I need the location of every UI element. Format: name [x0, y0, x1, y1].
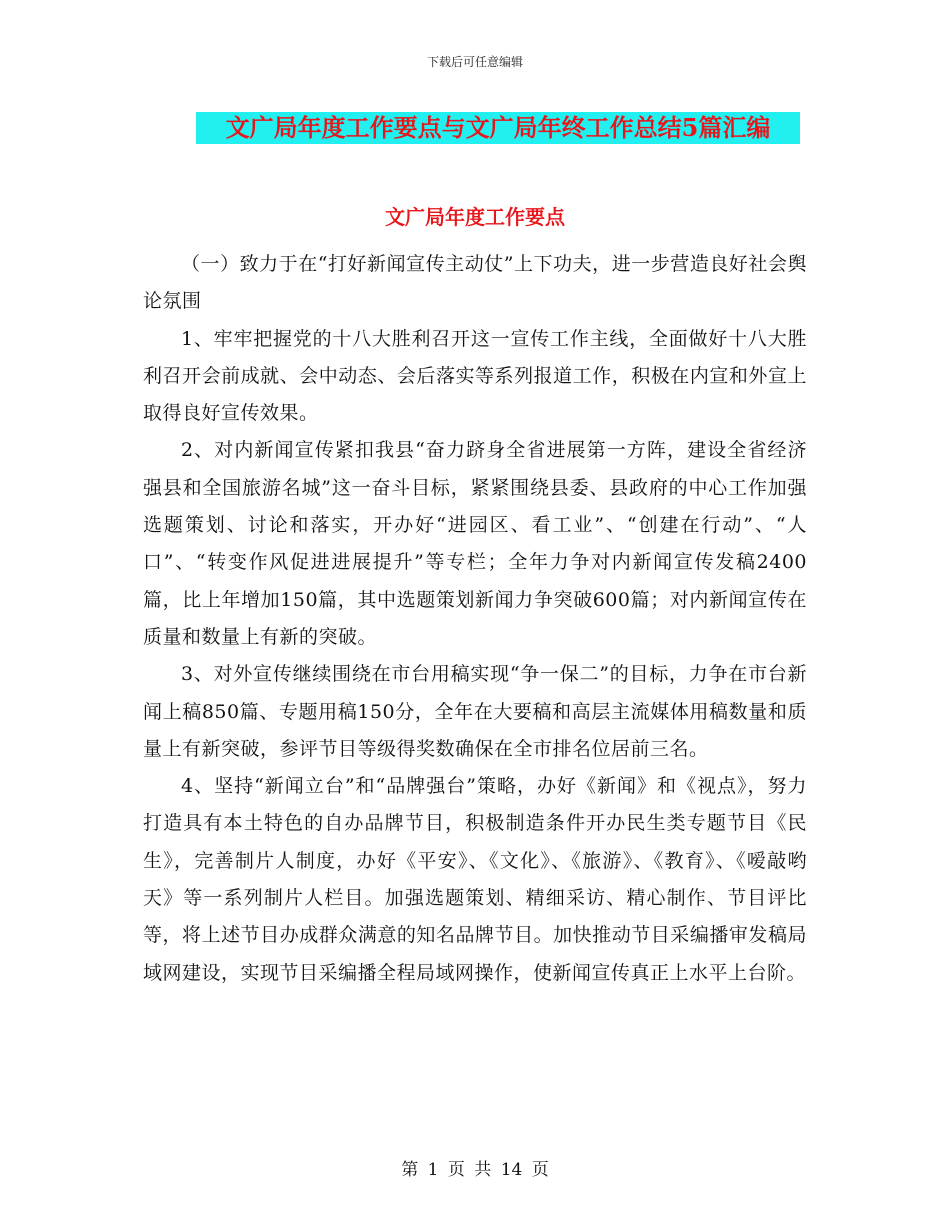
paragraph-intro: （一）致力于在“打好新闻宣传主动仗”上下功夫，进一步营造良好社会舆论氛围 — [143, 253, 807, 313]
paragraph-2: 2、对内新闻宣传紧扣我县“奋力跻身全省进展第一方阵，建设全省经济强县和全国旅游名城”这一奋斗目标，紧紧围绕县委、县政府的中心工作加强选题策划、讨论和落实，开办好“进园区、看工业”、“创建在行动”、“人口”、“转变作风促进进展提升”等专栏；全年力争对内新闻宣传发稿2400篇，比上年增加150篇，其中选题策划新闻力争突破600篇；对内新闻宣传在质量和数量上有新的突破。 — [143, 439, 807, 648]
paragraph-1: 1、牢牢把握党的十八大胜利召开这一宣传工作主线，全面做好十八大胜利召开会前成就、会中动态、会后落实等系列报道工作，积极在内宣和外宣上取得良好宣传效果。 — [143, 327, 807, 425]
page-footer: 第 1 页 共 14 页 — [401, 1160, 549, 1180]
body-text — [143, 246, 807, 992]
paragraph-3: 3、对外宣传继续围绕在市台用稿实现“争一保二”的目标，力争在市台新闻上稿850篇、专题用稿150分，全年在大要稿和高层主流媒体用稿数量和质量上有新突破，参评节目等级得奖数确保在全市排名位居前三名。 — [143, 663, 807, 760]
document-title: 文广局年度工作要点与文广局年终工作总结5篇汇编 — [196, 112, 800, 144]
section-title: 文广局年度工作要点 — [385, 205, 565, 229]
header-note: 下载后可任意编辑 — [426, 55, 523, 69]
paragraph-4: 4、坚持“新闻立台”和“品牌强台”策略，办好《新闻》和《视点》，努力打造具有本土特色的自办品牌节目，积极制造条件开办民生类专题节目《民生》，完善制片人制度，办好《平安》、《文化》、《旅游》、《教育》、《嗳敲哟天》等一系列制片人栏目。加强选题策划、精细采访、精心制作、节目评比等，将上述节目办成群众满意的知名品牌节目。加快推动节目采编播审发稿局域网建设，实现节目采编播全程局域网操作，使新闻宣传真正上水平上台阶。 — [143, 775, 807, 984]
